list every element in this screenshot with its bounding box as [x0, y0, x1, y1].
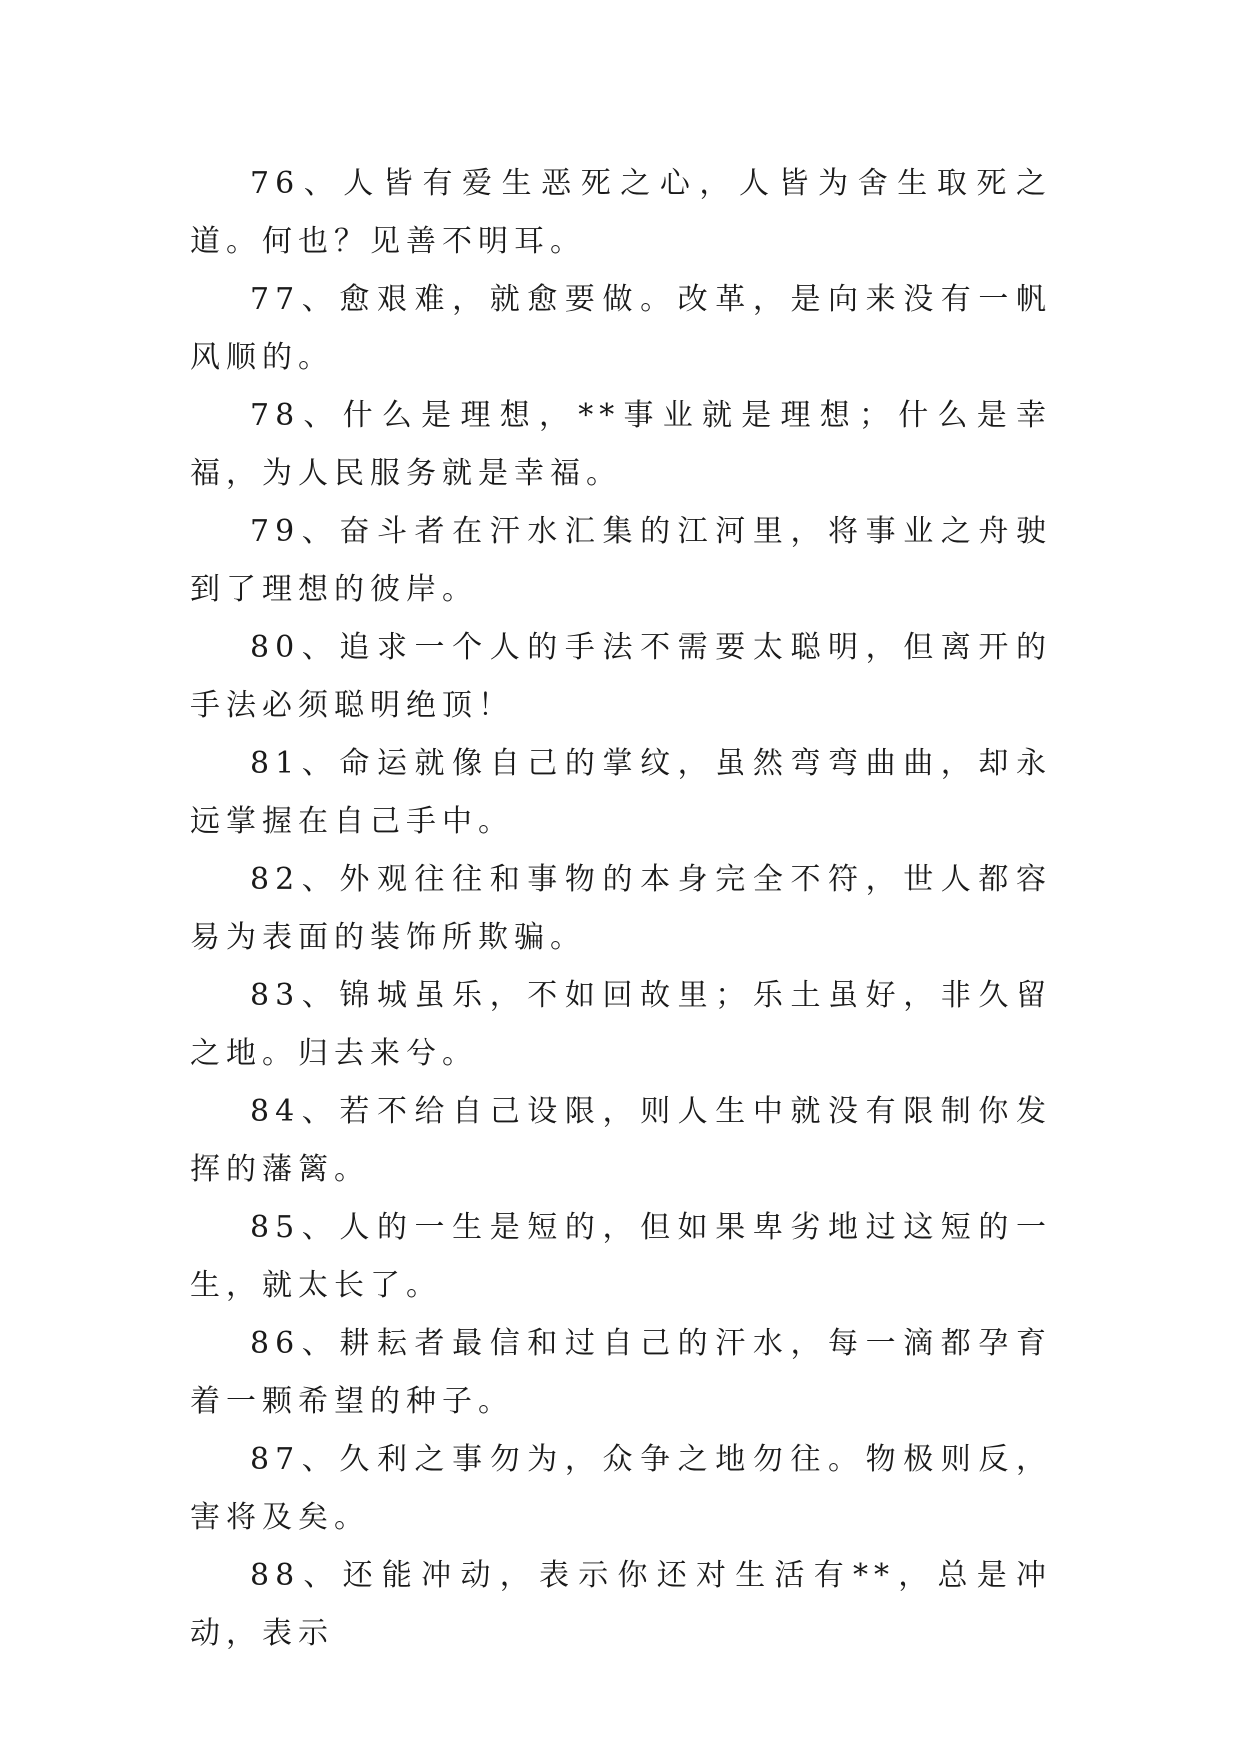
- paragraph-86: 86、耕耘者最信和过自己的汗水，每一滴都孕育着一颗希望的种子。: [190, 1326, 1052, 1419]
- paragraph-82: 82、外观往往和事物的本身完全不符，世人都容易为表面的装饰所欺骗。: [190, 862, 1052, 955]
- paragraph-83: 83、锦城虽乐，不如回故里；乐土虽好，非久留之地。归去来兮。: [190, 978, 1052, 1071]
- paragraph-76: 76、人皆有爱生恶死之心，人皆为舍生取死之道。何也？见善不明耳。: [190, 166, 1052, 259]
- document-body: [190, 155, 1052, 1663]
- paragraph-84: 84、若不给自己设限，则人生中就没有限制你发挥的藩篱。: [190, 1094, 1052, 1187]
- paragraph-77: 77、愈艰难，就愈要做。改革，是向来没有一帆风顺的。: [190, 282, 1052, 375]
- paragraph-88: 88、还能冲动，表示你还对生活有**，总是冲动，表示: [190, 1558, 1052, 1651]
- paragraph-87: 87、久利之事勿为，众争之地勿往。物极则反，害将及矣。: [190, 1442, 1052, 1535]
- paragraph-79: 79、奋斗者在汗水汇集的江河里，将事业之舟驶到了理想的彼岸。: [190, 514, 1052, 607]
- paragraph-80: 80、追求一个人的手法不需要太聪明，但离开的手法必须聪明绝顶！: [190, 630, 1052, 723]
- paragraph-85: 85、人的一生是短的，但如果卑劣地过这短的一生，就太长了。: [190, 1210, 1052, 1303]
- paragraph-78: 78、什么是理想，**事业就是理想；什么是幸福，为人民服务就是幸福。: [190, 398, 1052, 491]
- paragraph-81: 81、命运就像自己的掌纹，虽然弯弯曲曲，却永远掌握在自己手中。: [190, 746, 1052, 839]
